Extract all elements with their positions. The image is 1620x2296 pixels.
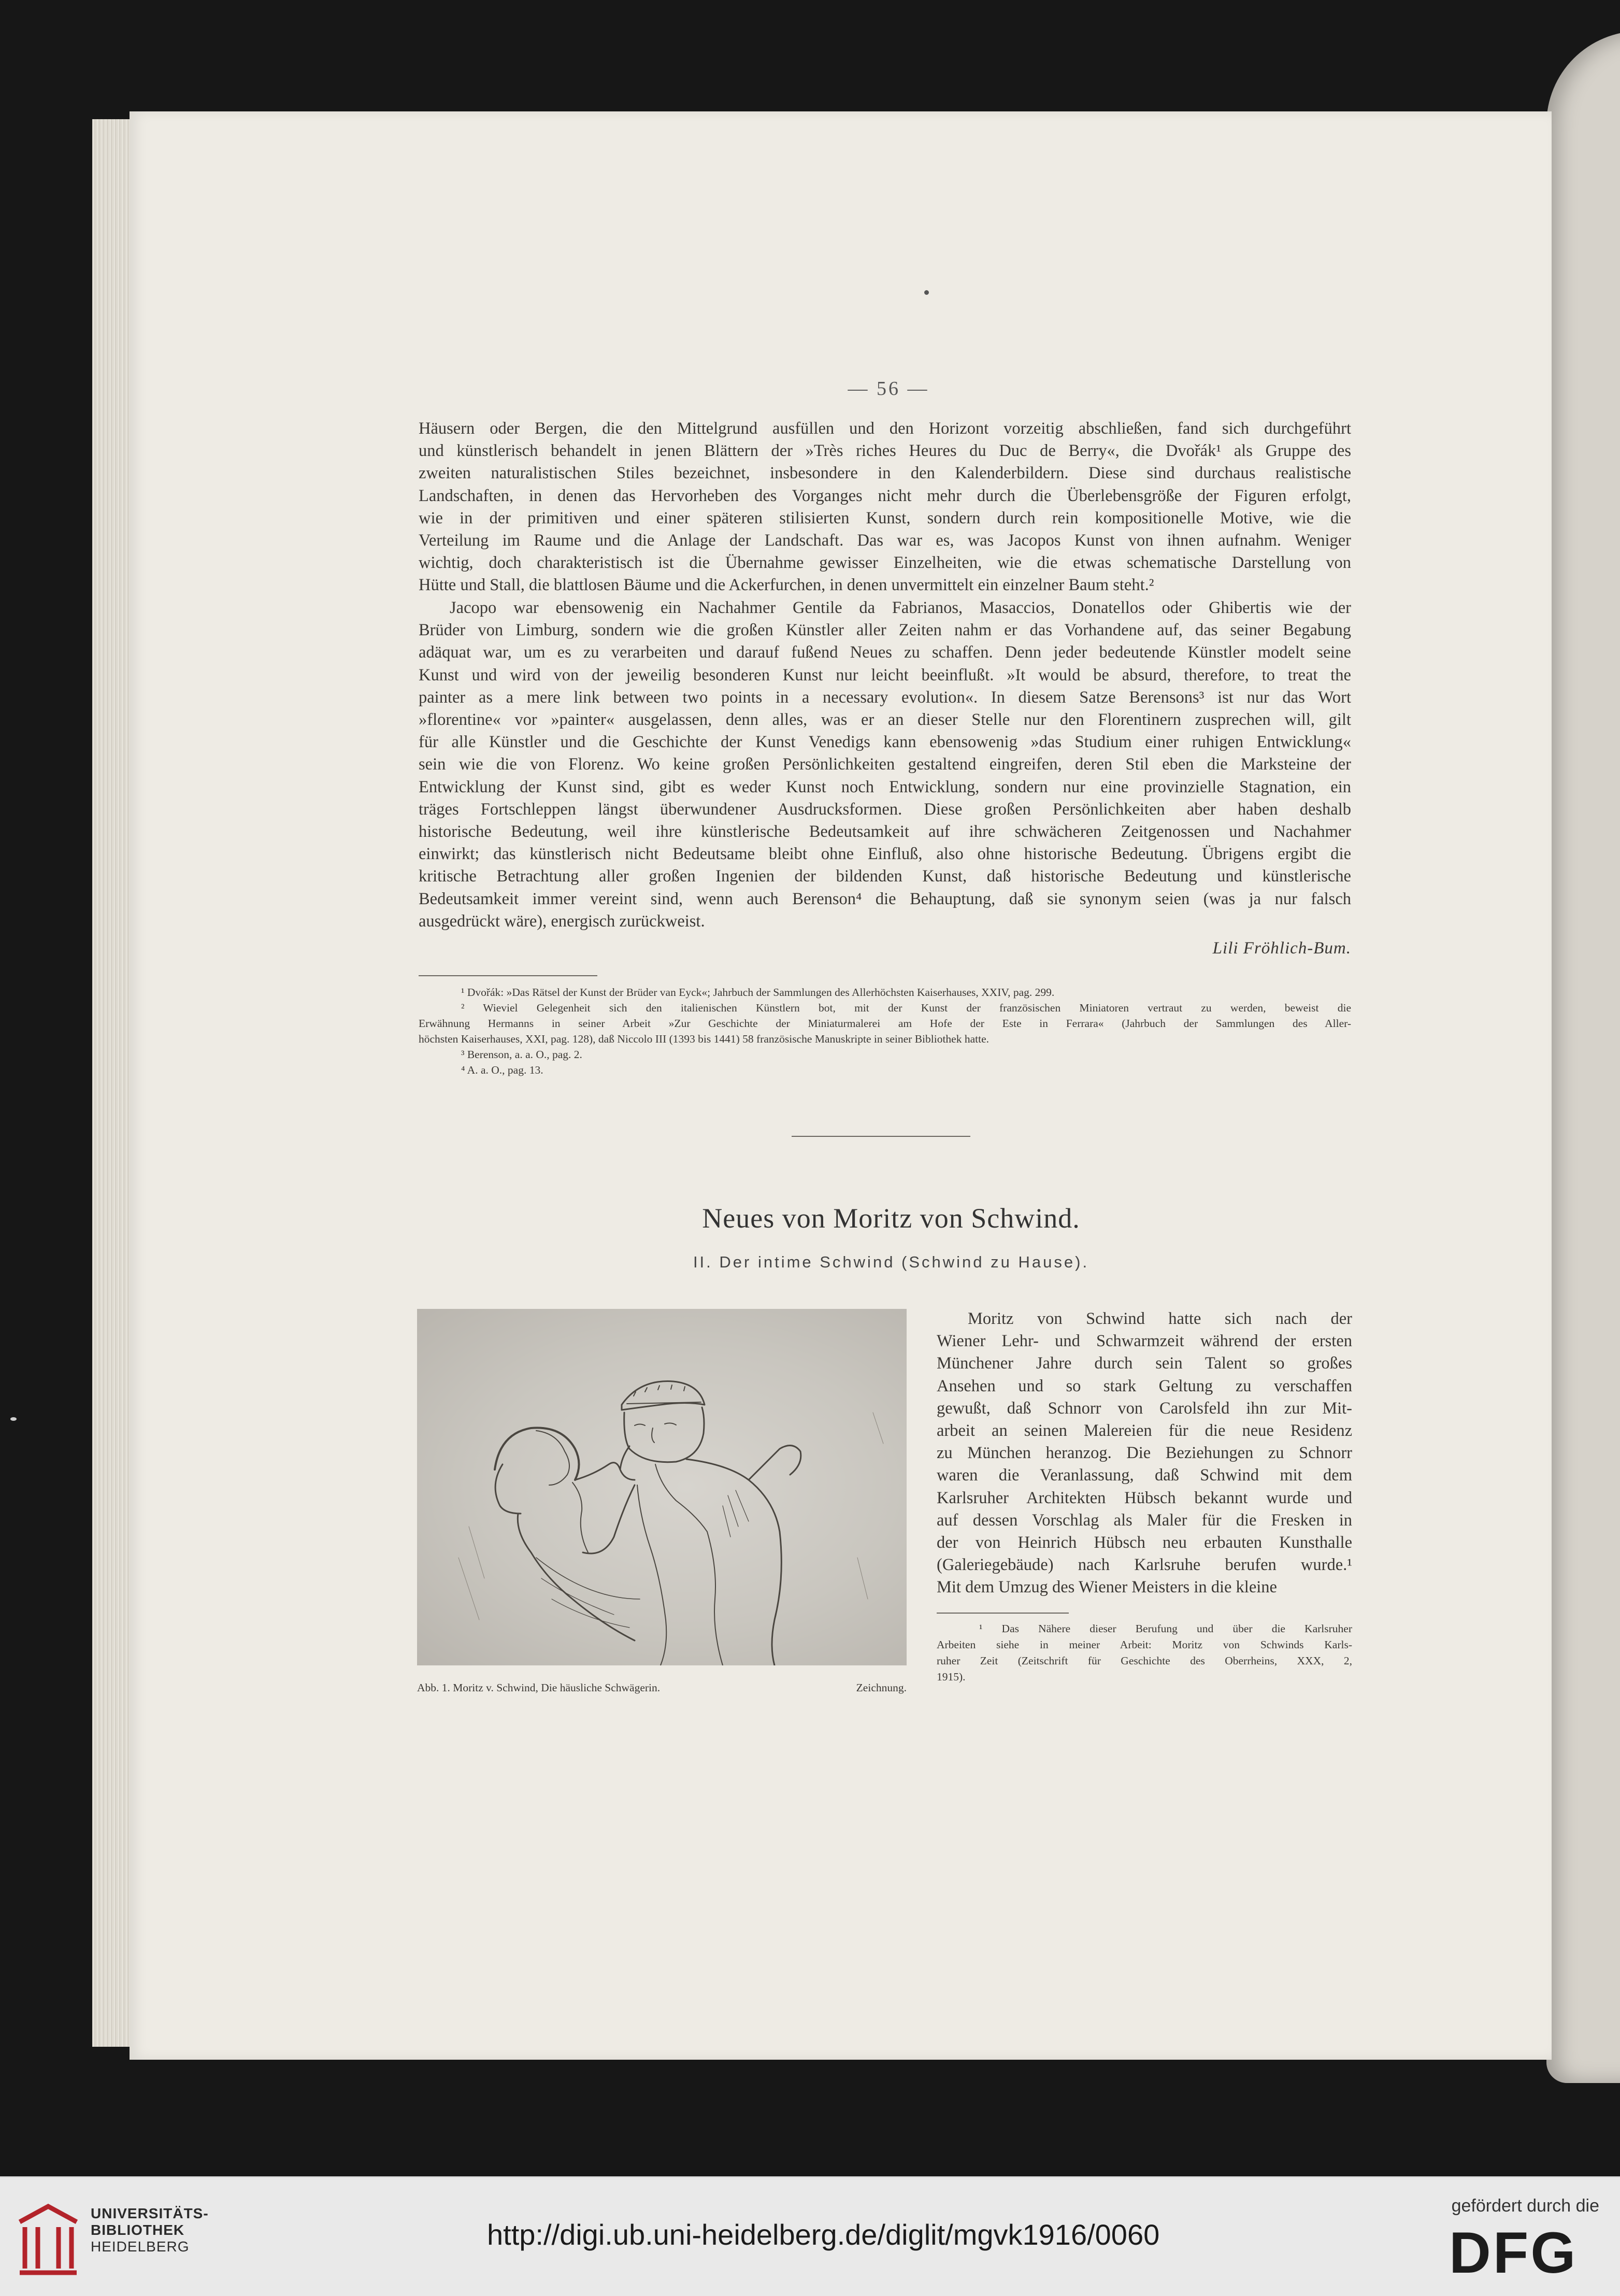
paragraph-line: Häusern oder Bergen, die den Mittelgrund ausfüllen und den Horizont vorzeitig abschließen, fand sich durchgeführt [419, 419, 1351, 438]
page-stack-edge [92, 119, 134, 2047]
figure-drawing [417, 1309, 907, 1665]
library-name-line-1: UNIVERSITÄTS- [91, 2205, 209, 2221]
paragraph-line: wichtig, doch charakteristisch ist die Übernahme gewisser Einzelheiten, wie die etwas schematische Darstellung von [419, 553, 1351, 573]
column-line: Ansehen und so stark Geltung zu verschaffen [937, 1376, 1352, 1395]
column-footnote [937, 1621, 1352, 1685]
article-subtitle: II. Der intime Schwind (Schwind zu Hause). [693, 1253, 1089, 1271]
page-number: — 56 — [848, 378, 929, 400]
column-line: arbeit an seinen Malereien für die neue Residenz [937, 1421, 1352, 1441]
footnote-line: Erwähnung Hermanns in seiner Arbeit »Zur Geschichte der Miniaturmalerei am Hofe der Este in Ferrara« (Jahrbuch der Sammlungen des Aller- [419, 1017, 1351, 1030]
sketch-illustration [417, 1309, 907, 1665]
footnote-separator [419, 975, 597, 976]
column-line: Wiener Lehr- und Schwarmzeit während der ersten [937, 1332, 1352, 1351]
paragraph-line: sein wie die von Florenz. Wo keine großen Persönlichkeiten gestaltend eingreifen, deren Stil eben die Marksteine der [419, 755, 1351, 774]
section-divider [792, 1136, 970, 1137]
column-line: Moritz von Schwind hatte sich nach der [968, 1309, 1352, 1328]
column-line: Mit dem Umzug des Wiener Meisters in die kleine [937, 1578, 1277, 1597]
footnote-line: höchsten Kaiserhauses, XXI, pag. 128), daß Niccolo III (1393 bis 1441) 58 französische Manuskripte in seiner Bibliothek hatte. [419, 1033, 990, 1045]
paragraph-line: Kunst und wird von der jeweilig besonderen Kunst nur leicht beeinflußt. »It would be absurd, therefore, to treat the [419, 665, 1351, 684]
column-line: Karlsruher Architekten Hübsch bekannt wurde und [937, 1488, 1352, 1507]
paragraph-line: »florentine« vor »painter« ausgelassen, denn alles, was er an dieser Stelle nur den Florentinern zusprechen will, gilt [419, 710, 1351, 730]
column-footnote-line: ¹ Das Nähere dieser Berufung und über die Karlsruher [979, 1622, 1352, 1635]
footnote-line: ¹ Dvořák: »Das Rätsel der Kunst der Brüder van Eyck«; Jahrbuch der Sammlungen des Allerhöchsten Kaiserhauses, XXIV, pag. 299. [461, 986, 1055, 999]
figure-caption-title: Abb. 1. Moritz v. Schwind, Die häusliche Schwägerin. [417, 1681, 661, 1694]
column-footnote-line: Arbeiten siehe in meiner Arbeit: Moritz von Schwinds Karls- [937, 1638, 1352, 1651]
column-line: der von Heinrich Hübsch neu erbauten Kunsthalle [937, 1533, 1352, 1552]
library-banner [0, 2176, 1620, 2296]
column-line: (Galeriegebäude) nach Karlsruhe berufen wurde.¹ [937, 1556, 1352, 1575]
article-column-text [937, 1308, 1352, 1599]
dfg-logo-text: DFG [1449, 2227, 1578, 2279]
paragraph-line: wie in der primitiven und einer späteren stilisierten Kunst, sondern durch rein kompositionelle Motive, wie die [419, 508, 1351, 527]
paragraph-line: zweiten naturalistischen Stiles bezeichnet, insbesondere in den Kalenderbildern. Diese sind durchaus realistische [419, 464, 1351, 483]
dfg-logo-icon [1449, 2227, 1599, 2279]
paragraph-line: Jacopo war ebensowenig ein Nachahmer Gentile da Fabrianos, Masaccios, Donatellos oder Ghibertis wie der [450, 598, 1351, 617]
column-footnote-line: ruher Zeit (Zeitschrift für Geschichte des Oberrheins, XXX, 2, [937, 1655, 1352, 1667]
paragraph-line: Verteilung im Raume und die Anlage der Landschaft. Das war es, was Jacopos Kunst von ihnen aufnahm. Weniger [419, 531, 1351, 550]
footnote-line: ⁴ A. a. O., pag. 13. [461, 1064, 543, 1076]
paragraph-line: für alle Künstler und die Geschichte der Kunst Venedigs kann ebensowenig »das Studium einer ruhigen Entwicklung« [419, 733, 1351, 752]
paragraph-line: Brüder von Limburg, sondern wie die großen Künstler aller Zeiten nahm er das Vorhandene auf, das seiner Begabung [419, 621, 1351, 640]
paragraph-line: und künstlerisch behandelt in jenen Blättern der »Très riches Heures du Duc de Berry«, die Dvořák¹ als Gruppe des [419, 441, 1351, 461]
column-line: gewußt, daß Schnorr von Carolsfeld ihn zur Mit- [937, 1399, 1352, 1418]
paragraph-line: adäquat war, um es zu verarbeiten und darauf fußend Neues zu schaffen. Denn jeder bedeutende Künstler modelt seine [419, 643, 1351, 662]
column-footnote-separator [937, 1613, 1069, 1614]
paragraph-line: ausgedrückt wäre), energisch zurückweist. [419, 911, 705, 931]
article-title: Neues von Moritz von Schwind. [702, 1203, 1080, 1234]
column-line: auf dessen Vorschlag als Maler für die Fresken in [937, 1510, 1352, 1530]
author-signature: Lili Fröhlich-Bum. [1212, 939, 1351, 958]
paragraph-line: historische Bedeutung, weil ihre künstlerische Bedeutsamkeit auf ihre schwächeren Zeitgenossen und Nachahmer [419, 822, 1351, 842]
paragraph-line: träges Fortschleppen längst überwundener Ausdrucksformen. Diese großen Persönlichkeiten aber haben deshalb [419, 800, 1351, 819]
funded-by-label: gefördert durch die [1451, 2196, 1599, 2216]
paragraph-1 [419, 418, 1351, 597]
footnote-line: ² Wieviel Gelegenheit sich den italienischen Künstlern bot, mit der Kunst der französischen Miniatoren vertraut zu werden, beweist die [461, 1002, 1351, 1014]
paragraph-line: painter as a mere link between two points in a necessary evolution«. In diesem Satze Berensons³ ist nur das Wort [419, 688, 1351, 707]
paragraph-line: Entwicklung der Kunst sind, gibt es weder Kunst noch Entwicklung, sondern nur eine provinzielle Stagnation, ein [419, 777, 1351, 796]
ub-heidelberg-logo-icon [15, 2196, 82, 2279]
paragraph-line: Hütte und Stall, die blattlosen Bäume und die Ackerfurchen, in denen unvermittelt ein einzelner Baum steht.² [419, 576, 1154, 595]
figure-caption-medium: Zeichnung. [856, 1681, 907, 1694]
permalink-url[interactable]: http://digi.ub.uni-heidelberg.de/diglit/mgvk1916/0060 [487, 2218, 1160, 2251]
column-footnote-line: 1915). [937, 1671, 966, 1683]
paragraph-line: einwirkt; das künstlerisch nicht Bedeutsame bleibt ohne Einfluß, also ohne historische Bedeutung. Übrigens ergibt die [419, 845, 1351, 864]
facing-page-edge [1546, 31, 1620, 2083]
column-line: waren die Veranlassung, daß Schwind mit dem [937, 1466, 1352, 1485]
column-line: zu München heranzog. Die Beziehungen zu Schnorr [937, 1444, 1352, 1463]
paragraph-line: kritische Betrachtung aller großen Ingenien der bildenden Kunst, daß historische Bedeutung und künstlerische [419, 867, 1351, 886]
library-name-line-2: BIBLIOTHEK [91, 2222, 185, 2238]
paragraph-2 [419, 597, 1351, 933]
book-page [130, 111, 1552, 2060]
footnote-line: ³ Berenson, a. a. O., pag. 2. [461, 1048, 582, 1061]
library-name [91, 2205, 209, 2255]
library-name-line-3: HEIDELBERG [91, 2238, 190, 2255]
paper-speck [10, 1417, 17, 1421]
paragraph-line: Bedeutsamkeit immer vereint sind, wenn auch Berenson⁴ die Behauptung, daß sie synonym seien (was ja nur falsch [419, 889, 1351, 908]
column-line: Münchener Jahre durch sein Talent so großes [937, 1354, 1352, 1373]
paper-speck [924, 290, 929, 295]
footnotes [419, 985, 1351, 1078]
paragraph-line: Landschaften, in denen das Hervorheben des Vorganges nicht mehr durch die Überlebensgröße der Figuren erfolgt, [419, 486, 1351, 505]
